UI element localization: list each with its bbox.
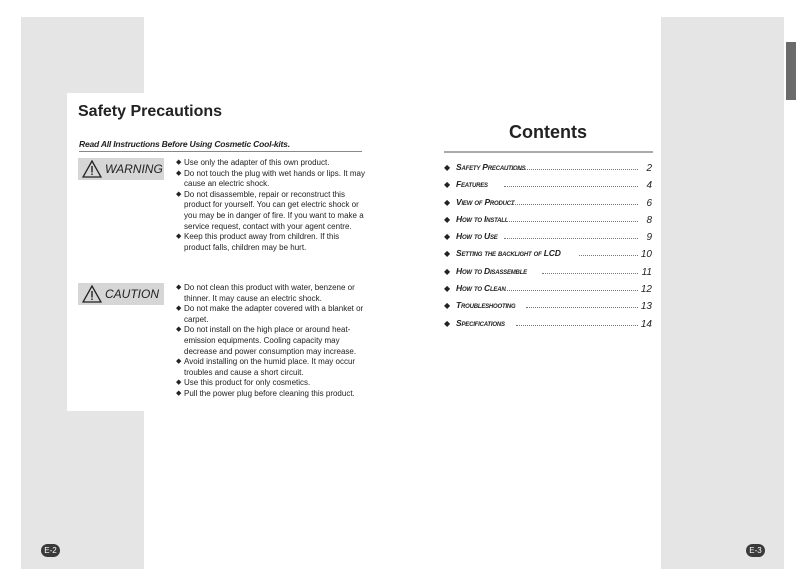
- leader-dots: [504, 186, 638, 187]
- toc-item-features[interactable]: [444, 177, 652, 194]
- page-number-badge: E-3: [746, 544, 765, 557]
- leader-dots: [504, 204, 638, 205]
- toc-page-number: 9: [646, 232, 652, 244]
- toc-item-how-to-clean[interactable]: [444, 281, 652, 298]
- diamond-bullet-icon: ◆: [444, 266, 451, 276]
- list-item: ◆ Pull the power plug before cleaning this product.: [176, 388, 355, 398]
- list-item: ◆ Do not touch the plug with wet hands or lips. It may cause an electric shock.: [176, 168, 365, 189]
- leader-dots: [504, 238, 638, 239]
- list-item: ◆ Do not install on the high place or around heat-emission equipments. Cooling capacity may decrease and power consumption may increase.: [176, 325, 357, 356]
- diamond-bullet-icon: ◆: [176, 305, 182, 313]
- leader-dots: [504, 221, 638, 222]
- caution-label: CAUTION: [105, 287, 159, 301]
- diamond-bullet-icon: ◆: [176, 190, 182, 198]
- diamond-bullet-icon: ◆: [176, 389, 182, 397]
- list-item: ◆ Use only the adapter of this own product.: [176, 158, 330, 167]
- toc-page-number: 10: [640, 249, 652, 261]
- toc-label: Features: [456, 179, 488, 190]
- title-divider: [79, 151, 362, 152]
- diamond-bullet-icon: ◆: [444, 163, 451, 172]
- toc-item-how-to-use[interactable]: [444, 229, 652, 246]
- toc-label: How to Disassemble: [456, 265, 527, 276]
- diamond-bullet-icon: ◆: [176, 326, 182, 334]
- toc-label: Troubleshooting: [456, 300, 516, 311]
- list-item: ◆ Keep this product away from children. If this product falls, children may be hurt.: [176, 232, 340, 252]
- warning-label-box: [78, 158, 164, 180]
- diamond-bullet-icon: ◆: [176, 233, 182, 241]
- toc-item-troubleshooting[interactable]: [444, 298, 652, 315]
- warning-triangle-icon: [82, 285, 102, 303]
- toc-item-safety-precautions[interactable]: [444, 160, 652, 177]
- warning-label: WARNING: [105, 162, 163, 176]
- instructions-subtitle: Read All Instructions Before Using Cosmetic Cool-kits.: [79, 139, 290, 149]
- list-item: ◆ Do not clean this product with water, benzene or thinner. It may cause an electric shock.: [176, 283, 355, 303]
- leader-dots: [526, 307, 638, 308]
- toc-label: How to Clean: [456, 283, 506, 294]
- list-item: ◆ Do not make the adapter covered with a blanket or carpet.: [176, 304, 364, 324]
- diamond-bullet-icon: ◆: [444, 197, 451, 207]
- section-tab-marker: [786, 42, 796, 100]
- leader-dots: [516, 325, 638, 326]
- leader-dots: [504, 290, 638, 291]
- diamond-bullet-icon: ◆: [176, 169, 182, 177]
- diamond-bullet-icon: ◆: [444, 301, 451, 311]
- warning-triangle-icon: [82, 160, 102, 178]
- diamond-bullet-icon: ◆: [444, 180, 451, 190]
- diamond-bullet-icon: ◆: [444, 232, 451, 242]
- toc-label: Setting the backlight of LCD: [456, 248, 561, 259]
- toc-label: How to Use: [456, 231, 498, 242]
- diamond-bullet-icon: ◆: [176, 379, 182, 387]
- toc-item-how-to-disassemble[interactable]: [444, 264, 652, 281]
- diamond-bullet-icon: ◆: [444, 284, 451, 294]
- list-item: ◆ Do not disassemble, repair or reconstruct this product for yourself. You can get electric shock or you may be in danger of fire. If you want to make a service request, contact with your agent centre.: [176, 189, 364, 231]
- list-item: ◆ Avoid installing on the humid place. It may occur troubles and cause a short circuit.: [176, 357, 356, 377]
- toc-item-specifications[interactable]: [444, 316, 652, 333]
- diamond-bullet-icon: ◆: [444, 249, 451, 259]
- caution-label-box: [78, 283, 164, 305]
- diamond-bullet-icon: ◆: [176, 358, 182, 366]
- diamond-bullet-icon: ◆: [176, 284, 182, 291]
- toc-item-setting-backlight[interactable]: [444, 246, 652, 263]
- toc-page-number: 8: [646, 214, 652, 226]
- table-of-contents: [444, 160, 652, 333]
- toc-item-view-of-product[interactable]: [444, 195, 652, 212]
- toc-page-number: 6: [646, 197, 652, 209]
- toc-page-number: 2: [646, 163, 652, 174]
- diamond-bullet-icon: ◆: [176, 159, 182, 166]
- toc-page-number: 4: [646, 180, 652, 192]
- toc-label: Specifications: [456, 317, 505, 328]
- toc-page-number: 12: [640, 284, 652, 296]
- leader-dots: [579, 255, 638, 256]
- diamond-bullet-icon: ◆: [444, 214, 451, 224]
- list-item: ◆ Use this product for only cosmetics.: [176, 378, 311, 388]
- diamond-bullet-icon: ◆: [444, 318, 451, 328]
- toc-label: View of Product: [456, 196, 515, 207]
- leader-dots: [504, 169, 638, 170]
- toc-item-how-to-install[interactable]: [444, 212, 652, 229]
- toc-label: Safety Precautions: [456, 162, 526, 172]
- toc-page-number: 13: [640, 301, 652, 313]
- caution-list: [176, 283, 368, 400]
- warning-list: [176, 158, 368, 253]
- page-title: Safety Precautions: [78, 103, 223, 120]
- contents-title: Contents: [509, 122, 587, 142]
- page-number-badge: E-2: [41, 544, 60, 557]
- toc-page-number: 11: [641, 266, 652, 278]
- toc-label: How to Install: [456, 213, 509, 224]
- right-page-side-band: [661, 17, 784, 569]
- leader-dots: [542, 273, 638, 274]
- contents-divider: [444, 151, 653, 153]
- toc-page-number: 14: [640, 318, 652, 330]
